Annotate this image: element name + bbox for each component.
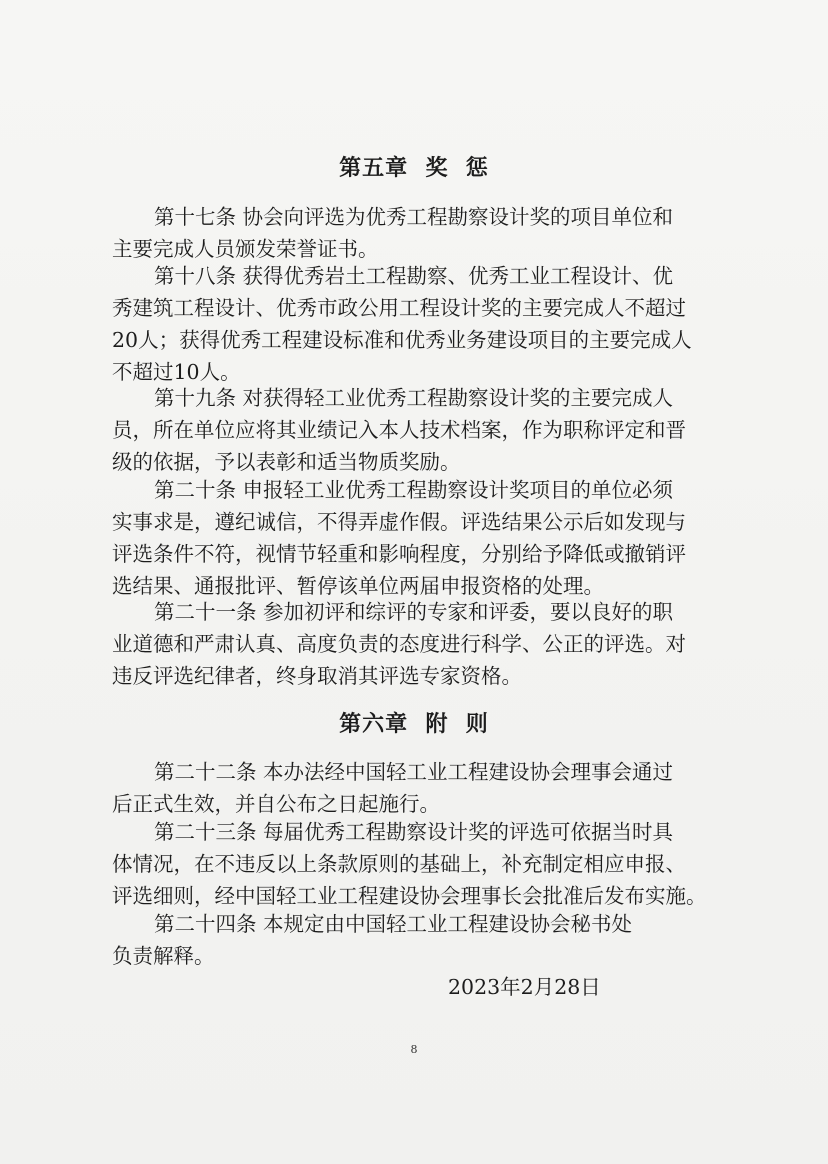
article-22 bbox=[112, 756, 724, 820]
article-19-line-3: 级的依据，予以表彰和适当物质奖励。 bbox=[112, 450, 461, 474]
article-17-line-1: 第十七条 协会向评选为优秀工程勘察设计奖的项目单位和 bbox=[154, 205, 674, 229]
article-18 bbox=[112, 260, 724, 388]
chapter-5-title: 第五章 奖 惩 bbox=[339, 155, 489, 181]
article-17 bbox=[112, 201, 724, 265]
article-21-line-3: 违反评选纪律者，终身取消其评选专家资格。 bbox=[112, 664, 522, 688]
article-19 bbox=[112, 382, 724, 478]
article-19-line-1: 第十九条 对获得轻工业优秀工程勘察设计奖的主要完成人 bbox=[154, 386, 674, 410]
article-18-line-4: 不超过10人。 bbox=[112, 360, 241, 384]
article-20-line-4: 选结果、通报批评、暂停该单位两届申报资格的处理。 bbox=[112, 574, 604, 598]
article-22-line-1: 第二十二条 本办法经中国轻工业工程建设协会理事会通过 bbox=[154, 760, 674, 784]
article-20-line-3: 评选条件不符，视情节轻重和影响程度，分别给予降低或撤销评 bbox=[112, 542, 686, 566]
article-18-line-2: 秀建筑工程设计、优秀市政公用工程设计奖的主要完成人不超过 bbox=[112, 296, 686, 320]
article-19-line-2: 员，所在单位应将其业绩记入本人技术档案，作为职称评定和晋 bbox=[112, 418, 686, 442]
article-23-line-2: 体情况，在不违反以上条款原则的基础上，补充制定相应申报、 bbox=[112, 852, 686, 876]
article-21 bbox=[112, 596, 724, 692]
article-20 bbox=[112, 474, 724, 602]
article-23 bbox=[112, 816, 724, 912]
article-21-line-1: 第二十一条 参加初评和综评的专家和评委，要以良好的职 bbox=[154, 600, 674, 624]
chapter-6-title: 第六章 附 则 bbox=[339, 711, 489, 737]
document-date: 2023年2月28日 bbox=[448, 975, 601, 999]
article-21-line-2: 业道德和严肃认真、高度负责的态度进行科学、公正的评选。对 bbox=[112, 632, 686, 656]
article-24-line-1: 第二十四条 本规定由中国轻工业工程建设协会秘书处 bbox=[154, 912, 633, 936]
article-20-line-2: 实事求是，遵纪诚信，不得弄虚作假。评选结果公示后如发现与 bbox=[112, 510, 686, 534]
article-24 bbox=[112, 908, 724, 972]
article-24-line-2: 负责解释。 bbox=[112, 944, 215, 968]
article-23-line-3: 评选细则，经中国轻工业工程建设协会理事长会批准后发布实施。 bbox=[112, 884, 707, 908]
article-18-line-1: 第十八条 获得优秀岩土工程勘察、优秀工业工程设计、优 bbox=[154, 264, 674, 288]
article-22-line-2: 后正式生效，并自公布之日起施行。 bbox=[112, 792, 440, 816]
article-18-line-3: 20人；获得优秀工程建设标准和优秀业务建设项目的主要完成人 bbox=[112, 328, 692, 352]
page-number: 8 bbox=[410, 1043, 418, 1056]
article-20-line-1: 第二十条 申报轻工业优秀工程勘察设计奖项目的单位必须 bbox=[154, 478, 674, 502]
article-17-line-2: 主要完成人员颁发荣誉证书。 bbox=[112, 237, 379, 261]
article-23-line-1: 第二十三条 每届优秀工程勘察设计奖的评选可依据当时具 bbox=[154, 820, 674, 844]
